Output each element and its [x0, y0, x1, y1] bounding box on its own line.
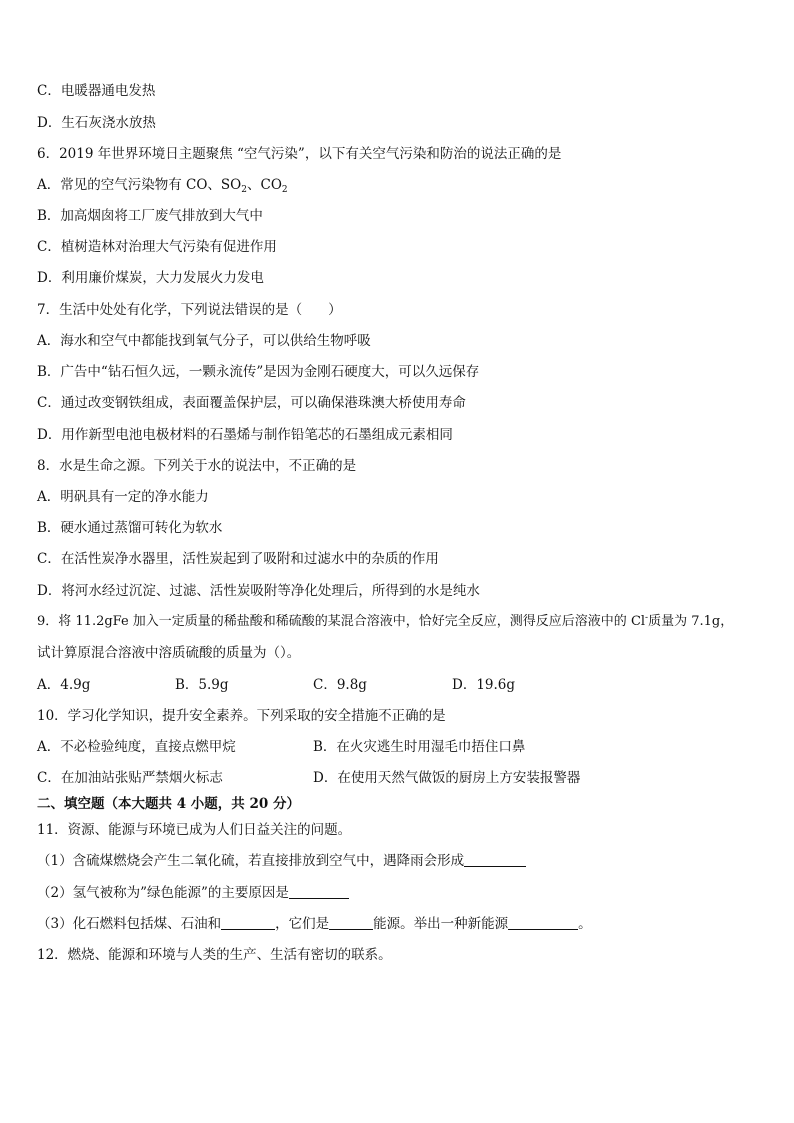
q7-option-a: A．海水和空气中都能找到氧气分子，可以供给生物呼吸: [37, 333, 371, 349]
q8-option-c: C．在活性炭净水器里，活性炭起到了吸附和过滤水中的杂质的作用: [37, 551, 439, 567]
q9-stem-line1: 9．将 11.2gFe 加入一定质量的稀盐酸和稀硫酸的某混合溶液中，恰好完全反应，测得反应后溶液中的 Cl-质量为 7.1g，: [37, 613, 734, 629]
q5-option-c: C．电暖器通电发热: [37, 83, 156, 99]
q5-option-d: D．生石灰浇水放热: [37, 115, 156, 131]
q7-stem: 7．生活中处处有化学，下列说法错误的是（ ）: [37, 302, 342, 318]
q6-option-b: B．加高烟囱将工厂废气排放到大气中: [37, 208, 263, 224]
q9-option-c: C．9.8g: [313, 677, 367, 693]
q8-stem: 8．水是生命之源。下列关于水的说法中，不正确的是: [37, 458, 357, 474]
answer-blank[interactable]: [464, 852, 526, 867]
q11-part2: （2）氢气被称为”绿色能源”的主要原因是: [37, 884, 349, 902]
q6-option-a: A．常见的空气污染物有 CO、$SO_2$、$CO_2$: [37, 177, 288, 195]
q9-option-d: D．19.6g: [452, 677, 516, 693]
q11-part1: （1）含硫煤燃烧会产生二氧化硫，若直接排放到空气中，遇降雨会形成: [37, 852, 526, 870]
q8-option-b: B．硬水通过蒸馏可转化为软水: [37, 520, 223, 536]
q10-option-c: C．在加油站张贴严禁烟火标志: [37, 770, 223, 786]
q11-stem: 11．资源、能源与环境已成为人们日益关注的问题。: [37, 822, 352, 838]
q9-stem-line2: 试计算原混合溶液中溶质硫酸的质量为（）。: [37, 645, 301, 661]
answer-blank[interactable]: [329, 915, 373, 930]
q6-option-d: D．利用廉价煤炭，大力发展火力发电: [37, 270, 264, 286]
q6-option-c: C．植树造林对治理大气污染有促进作用: [37, 239, 277, 255]
q12-stem: 12．燃烧、能源和环境与人类的生产、生活有密切的联系。: [37, 947, 392, 963]
q7-option-c: C．通过改变钢铁组成，表面覆盖保护层，可以确保港珠澳大桥使用寿命: [37, 395, 466, 411]
answer-blank[interactable]: [221, 915, 275, 930]
answer-blank[interactable]: [508, 915, 578, 930]
q11-part3: （3）化石燃料包括煤、石油和 ，它们是 能源。举出一种新能源 。: [37, 916, 592, 932]
q7-option-b: B．广告中“钻石恒久远，一颗永流传”是因为金刚石硬度大，可以久远保存: [37, 364, 480, 380]
q9-option-b: B．5.9g: [175, 677, 229, 693]
q6-stem: 6．2019 年世界环境日主题聚焦 “空气污染”，以下有关空气污染和防治的说法正确的是: [37, 146, 562, 162]
q10-option-d: D．在使用天然气做饭的厨房上方安装报警器: [313, 770, 581, 786]
q9-option-a: A．4.9g: [37, 677, 91, 693]
q8-option-a: A．明矾具有一定的净水能力: [37, 489, 209, 505]
q10-stem: 10．学习化学知识，提升安全素养。下列采取的安全措施不正确的是: [37, 708, 446, 724]
section-heading: 二、填空题（本大题共 4 小题，共 20 分）: [37, 796, 300, 812]
q10-option-b: B．在火灾逃生时用湿毛巾捂住口鼻: [313, 739, 526, 755]
answer-blank[interactable]: [289, 884, 349, 899]
q7-option-d: D．用作新型电池电极材料的石墨烯与制作铅笔芯的石墨组成元素相同: [37, 427, 453, 443]
q8-option-d: D．将河水经过沉淀、过滤、活性炭吸附等净化处理后，所得到的水是纯水: [37, 583, 480, 599]
q10-option-a: A．不必检验纯度，直接点燃甲烷: [37, 739, 236, 755]
